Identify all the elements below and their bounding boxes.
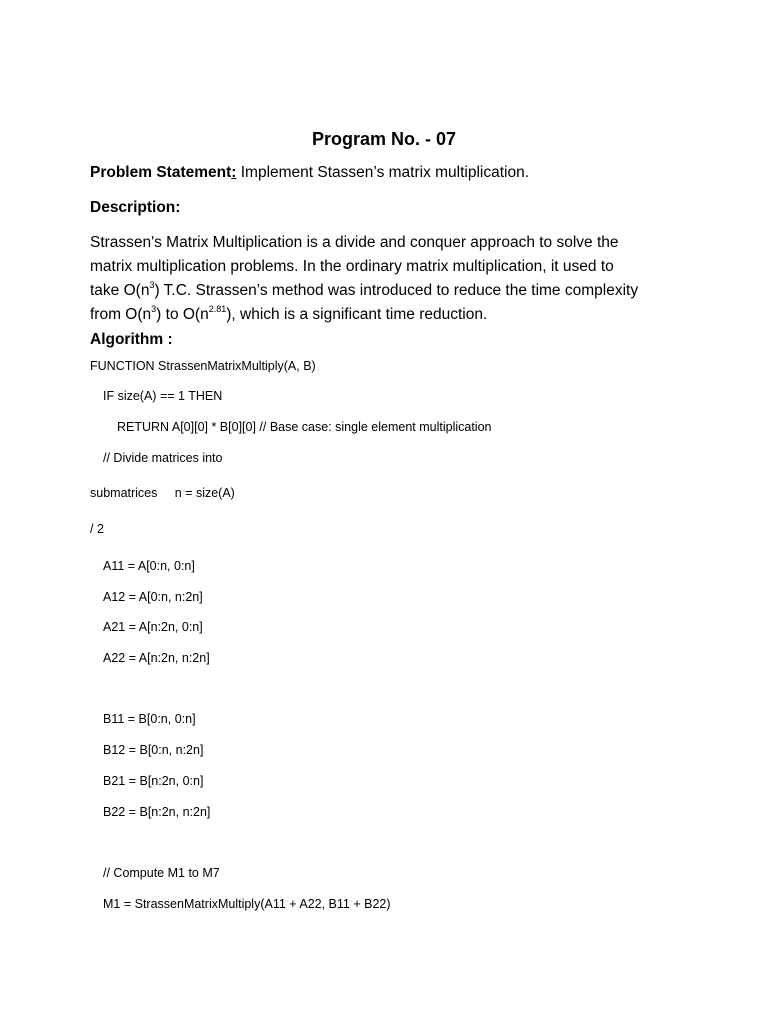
code-line: // Divide matrices into [103, 451, 223, 465]
description-line: from $O(n^3)$ to $O(n^{2.81})$, which is a significant time reduction. [90, 303, 488, 323]
code-line: FUNCTION StrassenMatrixMultiply(A, B) [90, 359, 316, 373]
description-paragraph [90, 231, 670, 327]
code-line: IF size(A) == 1 THEN [103, 389, 223, 403]
code-line: B11 = B[0:n, 0:n] [103, 712, 196, 726]
code-line: B22 = B[n:2n, n:2n] [103, 805, 211, 819]
algorithm-heading: Algorithm : [90, 331, 173, 348]
code-line: submatrices n = size(A) [90, 486, 235, 500]
problem-statement-text: Implement Stassen’s matrix multiplication. [236, 164, 530, 181]
description-line: matrix multiplication problems. In the ordinary matrix multiplication, it used to [90, 258, 614, 275]
code-line: A21 = A[n:2n, 0:n] [103, 620, 203, 634]
description-line: Strassen's Matrix Multiplication is a divide and conquer approach to solve the [90, 234, 619, 251]
code-line: A12 = A[0:n, n:2n] [103, 590, 203, 604]
code-line: RETURN A[0][0] * B[0][0] // Base case: single element multiplication [117, 420, 492, 434]
code-line: // Compute M1 to M7 [103, 866, 220, 880]
code-line: M1 = StrassenMatrixMultiply(A11 + A22, B11 + B22) [103, 897, 391, 911]
problem-statement-colon: : [231, 164, 237, 181]
problem-statement [90, 164, 529, 182]
problem-statement-label: Problem Statement [90, 164, 232, 181]
code-line: B12 = B[0:n, n:2n] [103, 743, 204, 757]
page-title: Program No. - 07 [311, 129, 457, 149]
code-line: A22 = A[n:2n, n:2n] [103, 651, 210, 665]
description-heading: Description: [90, 199, 181, 216]
code-line: / 2 [90, 522, 104, 536]
code-line: B21 = B[n:2n, 0:n] [103, 774, 204, 788]
description-line: take $O(n^3)$ T.C. Strassen’s method was introduced to reduce the time complexity [90, 279, 639, 299]
code-line: A11 = A[0:n, 0:n] [103, 559, 195, 573]
